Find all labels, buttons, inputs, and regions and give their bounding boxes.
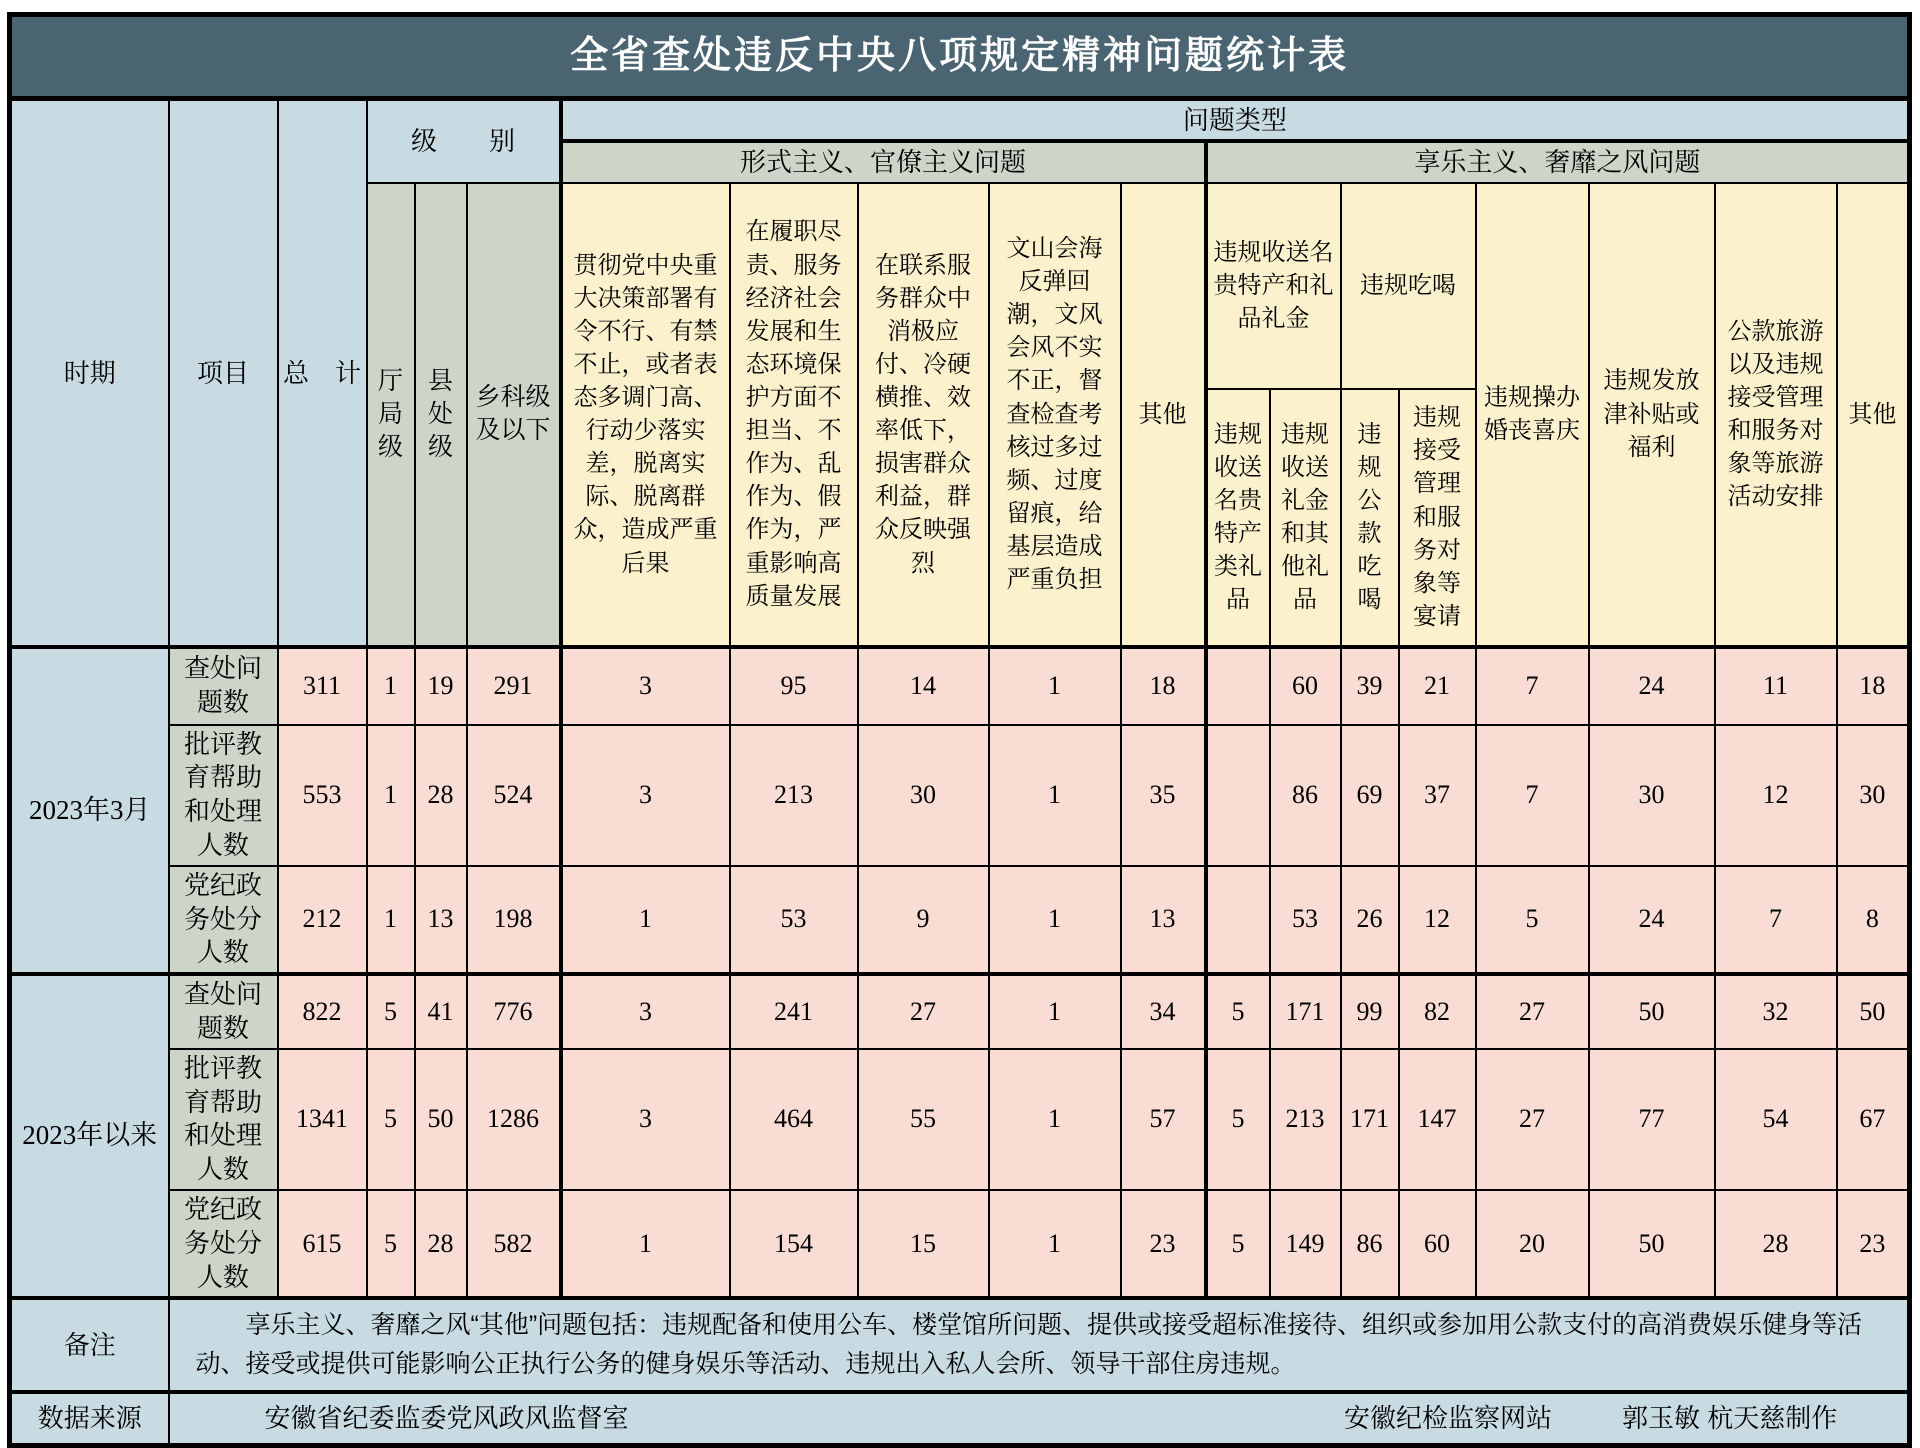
data-cell: 5 bbox=[1476, 866, 1589, 974]
col-header-gifts-specialty: 违规收送名贵特产类礼品 bbox=[1206, 389, 1270, 647]
data-cell: 213 bbox=[730, 725, 858, 866]
data-cell: 50 bbox=[1589, 1190, 1715, 1298]
data-cell: 5 bbox=[367, 974, 415, 1049]
data-cell: 1 bbox=[561, 1190, 730, 1298]
data-cell: 524 bbox=[467, 725, 561, 866]
data-cell: 53 bbox=[730, 866, 858, 974]
col-header-formalism-3: 在联系服务群众中消极应付、冷硬横推、效率低下，损害群众利益，群众反映强烈 bbox=[858, 183, 989, 647]
data-cell: 60 bbox=[1399, 1190, 1476, 1298]
data-cell: 1 bbox=[367, 725, 415, 866]
col-header-gifts-money: 违规收送礼金和其他礼品 bbox=[1270, 389, 1341, 647]
row-label: 批评教育帮助和处理人数 bbox=[169, 725, 278, 866]
data-cell: 1 bbox=[989, 1190, 1121, 1298]
data-cell: 18 bbox=[1121, 647, 1206, 725]
data-cell: 213 bbox=[1270, 1049, 1341, 1190]
row-label: 查处问题数 bbox=[169, 974, 278, 1049]
data-cell: 615 bbox=[278, 1190, 367, 1298]
col-header-item: 项目 bbox=[169, 99, 278, 647]
data-cell: 13 bbox=[415, 866, 467, 974]
data-cell: 27 bbox=[858, 974, 989, 1049]
row-label: 查处问题数 bbox=[169, 647, 278, 725]
data-cell: 171 bbox=[1270, 974, 1341, 1049]
data-cell: 7 bbox=[1715, 866, 1837, 974]
data-cell: 1 bbox=[989, 647, 1121, 725]
data-cell: 1 bbox=[367, 647, 415, 725]
data-cell: 12 bbox=[1399, 866, 1476, 974]
col-header-gifts-group: 违规收送名贵特产和礼品礼金 bbox=[1206, 183, 1341, 389]
page-title: 全省查处违反中央八项规定精神问题统计表 bbox=[10, 15, 1910, 99]
data-cell: 28 bbox=[1715, 1190, 1837, 1298]
col-header-level-xiang: 乡科级及以下 bbox=[467, 183, 561, 647]
data-cell: 24 bbox=[1589, 647, 1715, 725]
data-cell: 24 bbox=[1589, 866, 1715, 974]
data-cell: 1 bbox=[989, 866, 1121, 974]
data-cell: 5 bbox=[367, 1190, 415, 1298]
col-header-problem-type: 问题类型 bbox=[561, 99, 1910, 142]
data-cell: 553 bbox=[278, 725, 367, 866]
data-cell: 30 bbox=[1837, 725, 1910, 866]
data-cell: 241 bbox=[730, 974, 858, 1049]
col-header-total: 总 计 bbox=[278, 99, 367, 647]
remark-text bbox=[169, 1298, 1910, 1392]
data-cell: 77 bbox=[1589, 1049, 1715, 1190]
data-cell: 5 bbox=[1206, 1190, 1270, 1298]
source-content bbox=[169, 1392, 1910, 1446]
row-label: 党纪政务处分人数 bbox=[169, 866, 278, 974]
source-label: 数据来源 bbox=[10, 1392, 169, 1446]
col-header-eating-banquet: 违规接受管理和服务对象等宴请 bbox=[1399, 389, 1476, 647]
col-header-formalism-4: 文山会海反弹回潮，文风会风不实不正，督查检查考核过多过频、过度留痕，给基层造成严重负担 bbox=[989, 183, 1121, 647]
data-cell: 41 bbox=[415, 974, 467, 1049]
data-cell: 1286 bbox=[467, 1049, 561, 1190]
data-cell: 21 bbox=[1399, 647, 1476, 725]
data-cell: 99 bbox=[1341, 974, 1399, 1049]
col-header-allowance: 违规发放津补贴或福利 bbox=[1589, 183, 1715, 647]
data-cell: 23 bbox=[1121, 1190, 1206, 1298]
data-cell: 20 bbox=[1476, 1190, 1589, 1298]
data-cell: 35 bbox=[1121, 725, 1206, 866]
data-cell: 154 bbox=[730, 1190, 858, 1298]
data-cell: 50 bbox=[1589, 974, 1715, 1049]
data-cell: 30 bbox=[858, 725, 989, 866]
col-header-travel: 公款旅游以及违规接受管理和服务对象等旅游活动安排 bbox=[1715, 183, 1837, 647]
data-cell: 30 bbox=[1589, 725, 1715, 866]
data-cell: 50 bbox=[1837, 974, 1910, 1049]
stats-table bbox=[7, 12, 1912, 1448]
data-cell: 5 bbox=[1206, 974, 1270, 1049]
data-cell: 1 bbox=[989, 725, 1121, 866]
data-cell: 1 bbox=[989, 1049, 1121, 1190]
source-site: 安徽纪检监察网站 bbox=[1344, 1403, 1553, 1434]
source-org: 安徽省纪委监委党风政风监督室 bbox=[264, 1403, 629, 1434]
row-label: 党纪政务处分人数 bbox=[169, 1190, 278, 1298]
data-cell: 23 bbox=[1837, 1190, 1910, 1298]
data-cell: 7 bbox=[1476, 725, 1589, 866]
data-cell: 28 bbox=[415, 1190, 467, 1298]
data-cell: 149 bbox=[1270, 1190, 1341, 1298]
data-cell: 53 bbox=[1270, 866, 1341, 974]
data-cell: 86 bbox=[1341, 1190, 1399, 1298]
data-cell: 212 bbox=[278, 866, 367, 974]
data-cell: 3 bbox=[561, 974, 730, 1049]
data-cell: 82 bbox=[1399, 974, 1476, 1049]
col-header-formalism-1: 贯彻党中央重大决策部署有令不行、有禁不止，或者表态多调门高、行动少落实差，脱离实际、脱离群众，造成严重后果 bbox=[561, 183, 730, 647]
data-cell bbox=[1206, 725, 1270, 866]
data-cell: 311 bbox=[278, 647, 367, 725]
data-cell: 86 bbox=[1270, 725, 1341, 866]
data-cell bbox=[1206, 647, 1270, 725]
data-cell bbox=[1206, 866, 1270, 974]
col-header-level-xian: 县处级 bbox=[415, 183, 467, 647]
col-header-level-ting: 厅局级 bbox=[367, 183, 415, 647]
data-cell: 8 bbox=[1837, 866, 1910, 974]
data-cell: 7 bbox=[1476, 647, 1589, 725]
data-cell: 32 bbox=[1715, 974, 1837, 1049]
data-cell: 11 bbox=[1715, 647, 1837, 725]
data-cell: 18 bbox=[1837, 647, 1910, 725]
data-cell: 776 bbox=[467, 974, 561, 1049]
data-cell: 67 bbox=[1837, 1049, 1910, 1190]
data-cell: 69 bbox=[1341, 725, 1399, 866]
col-header-period: 时期 bbox=[10, 99, 169, 647]
row-label: 批评教育帮助和处理人数 bbox=[169, 1049, 278, 1190]
data-cell: 582 bbox=[467, 1190, 561, 1298]
col-header-eating-public: 违规公款吃喝 bbox=[1341, 389, 1399, 647]
data-cell: 3 bbox=[561, 725, 730, 866]
data-cell: 14 bbox=[858, 647, 989, 725]
data-cell: 3 bbox=[561, 1049, 730, 1190]
data-cell: 54 bbox=[1715, 1049, 1837, 1190]
data-cell: 39 bbox=[1341, 647, 1399, 725]
data-cell: 147 bbox=[1399, 1049, 1476, 1190]
data-cell: 55 bbox=[858, 1049, 989, 1190]
data-cell: 13 bbox=[1121, 866, 1206, 974]
data-cell: 60 bbox=[1270, 647, 1341, 725]
data-cell: 27 bbox=[1476, 1049, 1589, 1190]
data-cell: 464 bbox=[730, 1049, 858, 1190]
data-cell: 291 bbox=[467, 647, 561, 725]
data-cell: 5 bbox=[1206, 1049, 1270, 1190]
remark-text-content: 享乐主义、奢靡之风“其他”问题包括：违规配备和使用公车、楼堂馆所问题、提供或接受超标准接待、组织或参加用公款支付的高消费娱乐健身等活动、接受或提供可能影响公正执行公务的健身娱乐等活动、违规出入私人会所、领导干部住房违规。 bbox=[195, 1311, 1863, 1379]
data-cell: 95 bbox=[730, 647, 858, 725]
data-cell: 15 bbox=[858, 1190, 989, 1298]
remark-label: 备注 bbox=[10, 1298, 169, 1392]
data-cell: 27 bbox=[1476, 974, 1589, 1049]
data-cell: 57 bbox=[1121, 1049, 1206, 1190]
col-header-formalism: 形式主义、官僚主义问题 bbox=[561, 141, 1206, 182]
data-cell: 12 bbox=[1715, 725, 1837, 866]
data-cell: 198 bbox=[467, 866, 561, 974]
col-header-hedonism-other: 其他 bbox=[1837, 183, 1910, 647]
data-cell: 37 bbox=[1399, 725, 1476, 866]
data-cell: 5 bbox=[367, 1049, 415, 1190]
data-cell: 1 bbox=[367, 866, 415, 974]
data-cell: 34 bbox=[1121, 974, 1206, 1049]
data-cell: 171 bbox=[1341, 1049, 1399, 1190]
col-header-formalism-other: 其他 bbox=[1121, 183, 1206, 647]
data-cell: 1341 bbox=[278, 1049, 367, 1190]
data-cell: 9 bbox=[858, 866, 989, 974]
data-cell: 3 bbox=[561, 647, 730, 725]
col-header-wedding-funeral: 违规操办婚丧喜庆 bbox=[1476, 183, 1589, 647]
data-cell: 26 bbox=[1341, 866, 1399, 974]
data-cell: 1 bbox=[561, 866, 730, 974]
data-cell: 50 bbox=[415, 1049, 467, 1190]
col-header-hedonism: 享乐主义、奢靡之风问题 bbox=[1206, 141, 1910, 182]
col-header-eating-group: 违规吃喝 bbox=[1341, 183, 1476, 389]
data-cell: 19 bbox=[415, 647, 467, 725]
period-cell: 2023年3月 bbox=[10, 647, 169, 975]
col-header-level-group: 级 别 bbox=[367, 99, 561, 183]
source-credit: 郭玉敏 杭天慈制作 bbox=[1622, 1403, 1838, 1434]
period-cell: 2023年以来 bbox=[10, 974, 169, 1298]
col-header-formalism-2: 在履职尽责、服务经济社会发展和生态环境保护方面不担当、不作为、乱作为、假作为，严重影响高质量发展 bbox=[730, 183, 858, 647]
data-cell: 822 bbox=[278, 974, 367, 1049]
data-cell: 1 bbox=[989, 974, 1121, 1049]
data-cell: 28 bbox=[415, 725, 467, 866]
